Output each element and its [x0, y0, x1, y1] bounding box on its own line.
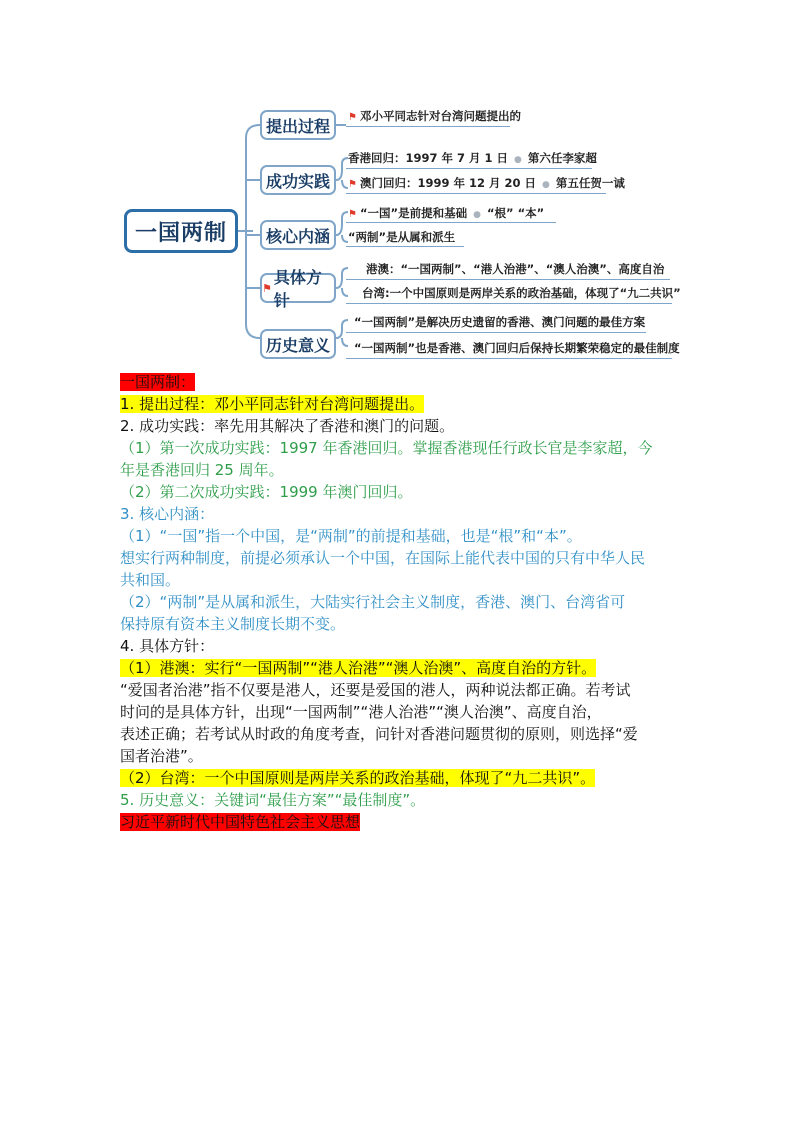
- section-title: 一国两制：: [120, 373, 196, 391]
- leaf-core2-text: “两制”是从属和派生: [348, 230, 456, 244]
- flag-icon: ⚑: [348, 112, 357, 123]
- footer-title: 习近平新时代中国特色社会主义思想: [120, 813, 361, 831]
- node-juti: [260, 268, 336, 310]
- leaf-underline: [346, 279, 670, 280]
- leaf-underline: [346, 303, 672, 304]
- leaf-core1: [348, 205, 544, 223]
- leaf-hk: [348, 150, 597, 168]
- leaf-hk-text: 香港回归：1997 年 7 月 1 日: [348, 151, 509, 165]
- leaf-hist2: “一国两制”也是香港、澳门回归后保持长期繁荣稳定的最佳制度: [354, 341, 680, 355]
- line-chenggong: 2. 成功实践：率先用其解决了香港和澳门的问题。: [120, 417, 455, 435]
- line-patriot-a: “爱国者治港”指不仅要是港人，还要是爱国的港人，两种说法都正确。若考试: [120, 681, 631, 699]
- notes-body: [120, 371, 685, 833]
- line-juti: 4. 具体方针：: [120, 637, 215, 655]
- leaf-core-root: “根” “本”: [486, 206, 545, 220]
- line-tichu: 1. 提出过程：邓小平同志针对台湾问题提出。: [120, 395, 425, 413]
- line-practice1-a: （1）第一次成功实践：1997 年香港回归。掌握香港现任行政长官是李家超，今: [120, 439, 653, 457]
- leaf-macao-leader: 第五任贺一诚: [555, 176, 625, 190]
- line-patriot-c: 表述正确；若考试从时政的角度考查，问针对香港问题贯彻的原则，则选择“爱: [120, 725, 638, 743]
- leaf-policy2: 台湾:一个中国原则是两岸关系的政治基础，体现了“九二共识”: [362, 286, 681, 300]
- leaf-hist1: “一国两制”是解决历史遗留的香港、澳门问题的最佳方案: [354, 315, 646, 329]
- line-history: 5. 历史意义：关键词“最佳方案”“最佳制度”。: [120, 791, 426, 809]
- line-practice1-b: 年是香港回归 25 周年。: [120, 461, 284, 479]
- line-core1-a: （1）“一国”指一个中国，是“两制”的前提和基础，也是“根”和“本”。: [120, 527, 582, 545]
- node-lishi: 历史意义: [260, 329, 336, 359]
- line-policy-tw: （2）台湾：一个中国原则是两岸关系的政治基础，体现了“九二共识”。: [120, 769, 596, 787]
- line-policy-hk: （1）港澳：实行“一国两制”“港人治港”“澳人治澳”、高度自治的方针。: [120, 659, 597, 677]
- line-practice2: （2）第二次成功实践：1999 年澳门回归。: [120, 483, 413, 501]
- flag-icon: ⚑: [262, 281, 272, 295]
- leaf-hk-leader: 第六任李家超: [527, 151, 597, 165]
- line-hexin: 3. 核心内涵：: [120, 505, 215, 523]
- mind-map: [118, 98, 681, 360]
- mind-map-root: 一国两制: [124, 209, 238, 253]
- node-tichu: 提出过程: [260, 110, 336, 140]
- leaf-underline: [346, 358, 672, 359]
- line-core2-b: 保持原有资本主义制度长期不变。: [120, 615, 346, 633]
- leaf-macao-text: 澳门回归：1999 年 12 月 20 日: [359, 176, 536, 190]
- node-hexin: 核心内涵: [260, 220, 336, 250]
- leaf-tichu: [348, 108, 521, 126]
- leaf-tichu-text: 邓小平同志针对台湾问题提出的: [359, 109, 521, 123]
- leaf-underline: [346, 193, 606, 194]
- leaf-underline: [346, 332, 646, 333]
- leaf-policy1: 港澳：“一国两制”、“港人治港”、“澳人治澳”、高度自治: [366, 262, 665, 276]
- leaf-underline: [346, 126, 510, 127]
- line-core1-b: 想实行两种制度，前提必须承认一个中国，在国际上能代表中国的只有中华人民: [120, 549, 646, 567]
- leaf-underline: [346, 168, 592, 169]
- dot-icon: ●: [542, 180, 550, 190]
- line-core2-a: （2）“两制”是从属和派生，大陆实行社会主义制度，香港、澳门、台湾省可: [120, 593, 626, 611]
- leaf-underline: [346, 222, 556, 223]
- dot-icon: ●: [514, 155, 522, 165]
- node-chenggong: 成功实践: [260, 165, 336, 195]
- flag-icon: ⚑: [348, 209, 357, 220]
- dot-icon: ●: [473, 210, 481, 220]
- leaf-core2: [348, 229, 455, 245]
- leaf-underline: [346, 246, 464, 247]
- leaf-macao: [348, 175, 625, 193]
- flag-icon: ⚑: [348, 179, 357, 190]
- line-core1-c: 共和国。: [120, 571, 181, 589]
- leaf-core1-text: “一国”是前提和基础: [359, 206, 468, 220]
- line-patriot-b: 时问的是具体方针，出现“一国两制”“港人治港”“澳人治澳”、高度自治，: [120, 703, 602, 721]
- node-juti-label: 具体方针: [273, 268, 322, 310]
- line-patriot-d: 国者治港”。: [120, 747, 203, 765]
